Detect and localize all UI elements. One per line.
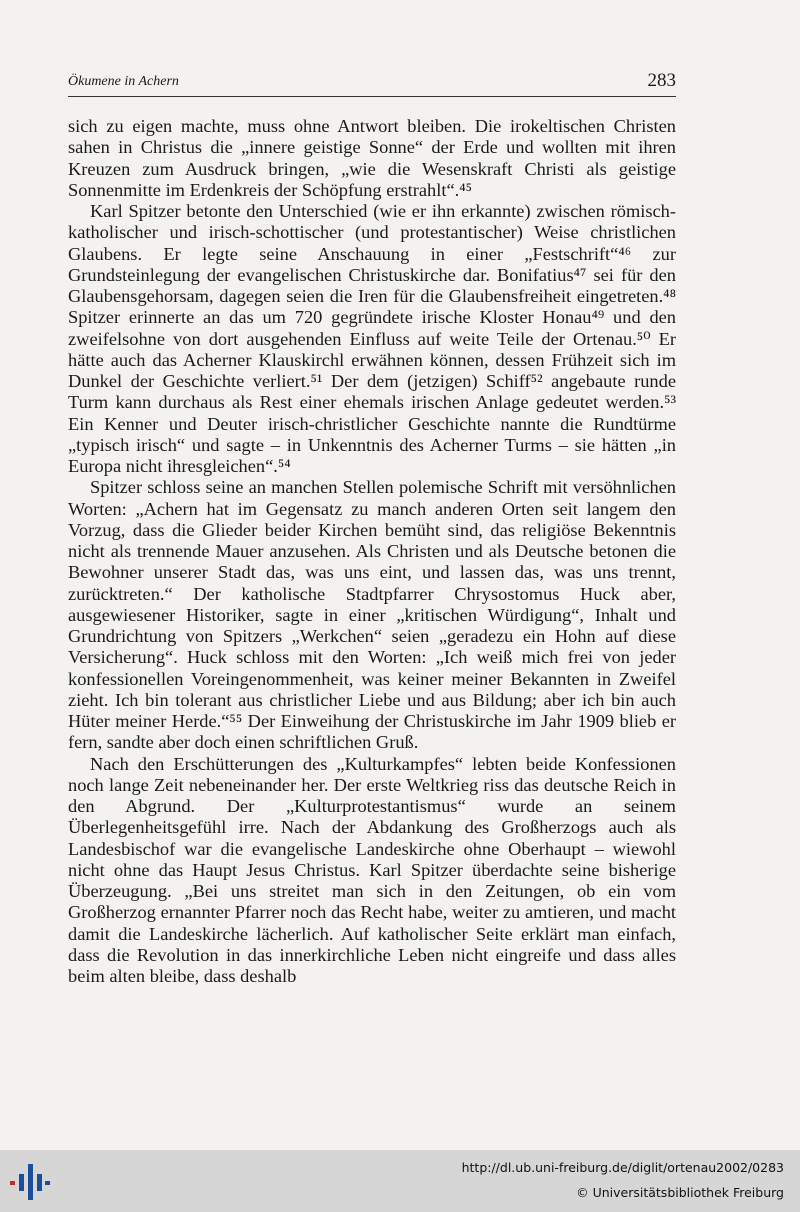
ub-freiburg-logo-icon[interactable] — [10, 1164, 50, 1200]
paragraph-1: sich zu eigen machte, muss ohne Antwort bleiben. Die irokeltischen Christen sahen in Christus die „innere geistige Sonne“ der Erde und wollten mit ihren Kreuzen zum Ausdruck bringen, „wie die Wesenskraft Christi als geistige Sonnenmitte im Erdenkreis der Schöpfung erstrahlt“.⁴⁵ — [68, 116, 676, 200]
running-title: Ökumene in Achern — [68, 74, 179, 89]
body-text — [68, 116, 676, 987]
copyright-notice: © Universitätsbibliothek Freiburg — [576, 1185, 784, 1200]
paragraph-4: Nach den Erschütterungen des „Kulturkampfes“ lebten beide Konfessionen noch lange Zeit nebeneinander her. Der erste Weltkrieg riss das deutsche Reich in den Abgrund. Der „Kulturprotestantismus“ wurde an seinem Überlegenheitsgefühl irre. Nach der Abdankung des Großherzogs auch als Landesbischof war die evangelische Landeskirche ohne Oberhaupt – wiewohl nicht ohne das Haupt Jesus Christus. Karl Spitzer überdachte seine bisherige Überzeugung. „Bei uns streitet man sich in den Zeitungen, ob ein vom Großherzog ernannter Pfarrer noch das Recht habe, weiter zu amtieren, und macht damit die Landeskirche lächerlich. Auf katholischer Seite erklärt man einfach, dass die Revolution in das innerkirchliche Leben nicht eingreife und dass alles beim alten bleibe, dass deshalb — [68, 753, 676, 986]
page-number: 283 — [647, 70, 676, 91]
paragraph-3: Spitzer schloss seine an manchen Stellen polemische Schrift mit versöhnlichen Worten: „Achern hat im Gegensatz zu manch anderen Orten seit langem den Vorzug, dass die Glieder beider Kirchen bemüht sind, das religiöse Bekenntnis nicht als trennende Mauer anzusehen. Als Christen und als Deutsche betonen die Bewohner unserer Stadt das, was uns eint, und lassen das, was uns trennt, zurücktreten.“ Der katholische Stadtpfarrer Chrysostomus Huck aber, ausgewiesener Historiker, sagte in einer „kritischen Würdigung“, Inhalt und Grundrichtung von Spitzers „Werkchen“ seien „geradezu ein Hohn auf diese Versicherung“. Huck schloss mit den Worten: „Ich weiß mich frei von jeder konfessionellen Voreingenommenheit, was keiner meiner Bekannten in Zweifel zieht. Ich bin tolerant aus christlicher Liebe und aus Bildung; aber ich bin auch Hüter meiner Herde.“⁵⁵ Der Einweihung der Christuskirche im Jahr 1909 blieb er fern, sandte aber doch einen schriftlichen Gruß. — [68, 477, 676, 753]
viewer-footer — [0, 1150, 800, 1212]
paragraph-2: Karl Spitzer betonte den Unterschied (wie er ihn erkannte) zwischen römisch-katholischer und irisch-schottischer (und protestantischer) Weise christlichen Glaubens. Er legte seine Anschauung in einer „Festschrift“⁴⁶ zur Grundsteinlegung der evangelischen Christuskirche dar. Bonifatius⁴⁷ sei für den Glaubensgehorsam, dagegen seien die Iren für die Glaubensfreiheit eingetreten.⁴⁸ Spitzer erinnerte an das um 720 gegründete irische Kloster Honau⁴⁹ und den zweifelsohne von dort ausgehenden Einfluss auf weite Teile der Ortenau.⁵⁰ Er hätte auch das Acherner Klauskirchl erwähnen können, dessen Frühzeit sich im Dunkel der Geschichte verliert.⁵¹ Der dem (jetzigen) Schiff⁵² angebaute runde Turm kann durchaus als Rest einer ehemals irischen Anlage gedeutet werden.⁵³ Ein Kenner und Deuter irisch-christlicher Geschichte nannte die Rundtürme „typisch irisch“ und sagte – in Unkenntnis des Acherner Turms – sie hätten „in Europa nicht ihresgleichen“.⁵⁴ — [68, 201, 676, 476]
source-url-link[interactable]: http://dl.ub.uni-freiburg.de/diglit/ortenau2002/0283 — [461, 1160, 784, 1175]
running-header — [68, 72, 676, 97]
